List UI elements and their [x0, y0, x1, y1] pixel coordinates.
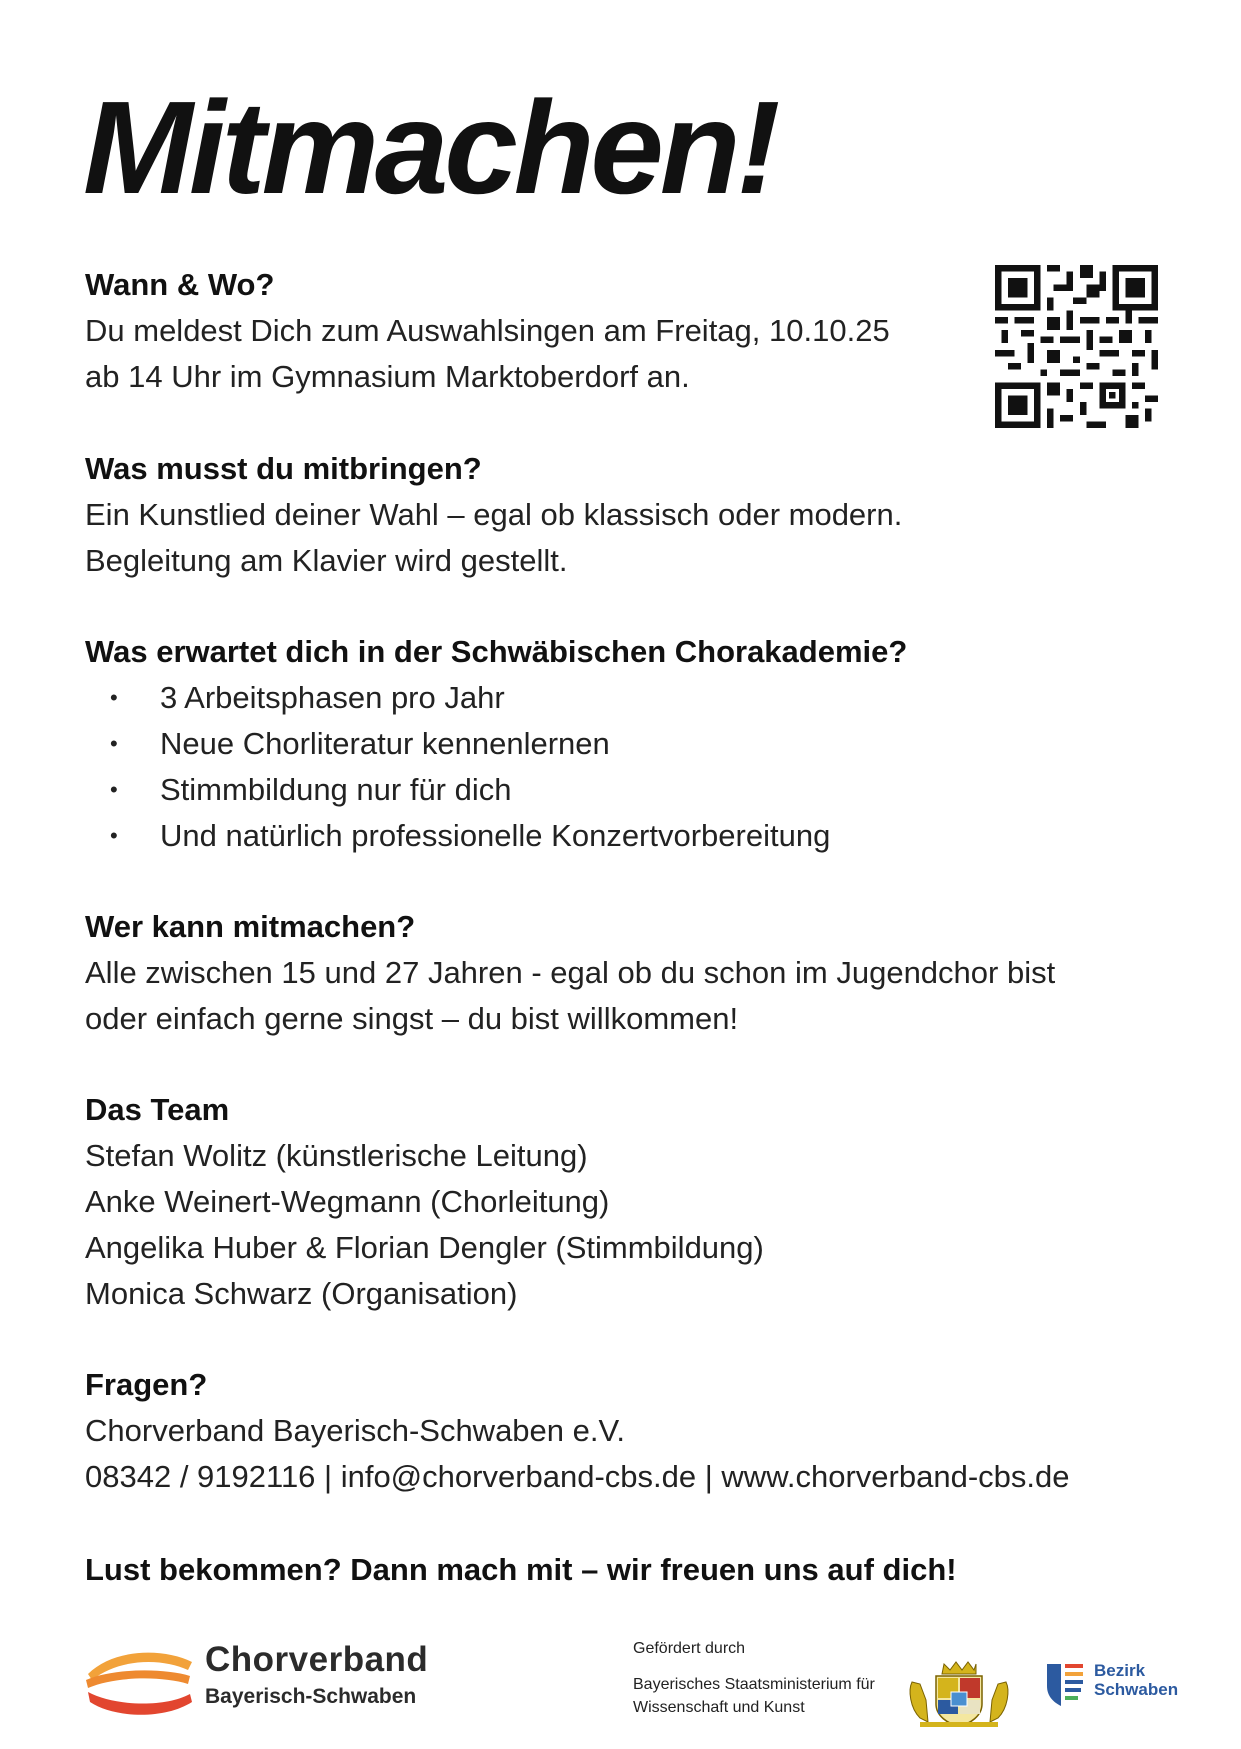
bezirk-schwaben-logo[interactable]: Bezirk Schwaben [1094, 1661, 1179, 1699]
bezirk-schwaben-logo-icon [1045, 1662, 1085, 1708]
list-item: • Neue Chorliteratur kennenlernen [85, 721, 1165, 767]
section-wer [85, 904, 1165, 1042]
list-item: • Stimmbildung nur für dich [85, 767, 1165, 813]
team-member: Angelika Huber & Florian Dengler (Stimmbildung) [85, 1230, 764, 1265]
bavarian-crest-icon [906, 1660, 1012, 1728]
ministry-name: Bayerisches Staatsministerium für Wissenschaft und Kunst [633, 1676, 875, 1716]
text-line: Ein Kunstlied deiner Wahl – egal ob klassisch oder modern. [85, 497, 903, 532]
page-title: Mitmachen! [83, 74, 777, 221]
chorverband-logo-icon [84, 1640, 194, 1720]
section-team [85, 1087, 1165, 1317]
contact-line[interactable]: 08342 / 9192116 | info@chorverband-cbs.de | www.chorverband-cbs.de [85, 1459, 1070, 1494]
team-member: Stefan Wolitz (künstlerische Leitung) [85, 1138, 588, 1173]
team-member: Anke Weinert-Wegmann (Chorleitung) [85, 1184, 610, 1219]
list-item: • 3 Arbeitsphasen pro Jahr [85, 675, 1165, 721]
heading-wann-wo: Wann & Wo? [85, 267, 275, 302]
chorverband-logo[interactable] [84, 1640, 444, 1720]
text-line: Alle zwischen 15 und 27 Jahren - egal ob du schon im Jugendchor bist [85, 955, 1056, 990]
heading-mitbringen: Was musst du mitbringen? [85, 451, 482, 486]
section-wann-wo [85, 262, 1165, 400]
chorverband-name: Chorverband [205, 1640, 429, 1679]
bullet-icon: • [110, 685, 118, 710]
section-fragen [85, 1362, 1165, 1500]
bullet-icon: • [110, 777, 118, 802]
list-item: • Und natürlich professionelle Konzertvorbereitung [85, 813, 1165, 859]
bullet-icon: • [110, 823, 118, 848]
bullet-icon: • [110, 731, 118, 756]
heading-wer: Wer kann mitmachen? [85, 909, 416, 944]
text-line: Du meldest Dich zum Auswahlsingen am Freitag, 10.10.25 [85, 313, 890, 348]
organisation-name: Chorverband Bayerisch-Schwaben e.V. [85, 1413, 625, 1448]
heading-fragen: Fragen? [85, 1367, 208, 1402]
chorverband-sub: Bayerisch-Schwaben [205, 1685, 417, 1708]
heading-team: Das Team [85, 1092, 230, 1127]
section-mitbringen [85, 446, 1165, 584]
team-member: Monica Schwarz (Organisation) [85, 1276, 518, 1311]
text-line: Begleitung am Klavier wird gestellt. [85, 543, 568, 578]
text-line: ab 14 Uhr im Gymnasium Marktoberdorf an. [85, 359, 690, 394]
heading-erwartet: Was erwartet dich in der Schwäbischen Chorakademie? [85, 634, 908, 669]
section-erwartet [85, 629, 1165, 859]
funded-label: Gefördert durch [633, 1640, 746, 1657]
closing-line: Lust bekommen? Dann mach mit – wir freuen uns auf dich! [85, 1552, 957, 1587]
text-line: oder einfach gerne singst – du bist willkommen! [85, 1001, 739, 1036]
benefits-list [85, 675, 1165, 859]
